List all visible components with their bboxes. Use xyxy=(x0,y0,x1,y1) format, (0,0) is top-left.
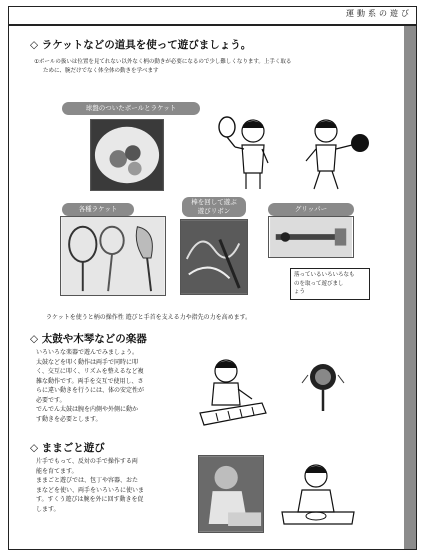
child-xylophone-illustration xyxy=(196,355,268,430)
photo-rackets xyxy=(60,216,166,296)
drawing-child-xylophone xyxy=(196,355,268,430)
house-section-text: 片手でもって、反対の手で操作する両 能を育てます。 ままごと遊びでは、包丁や容器、おた まなどを使い、両手をいろいろに使いま す。すくう遊びは腕を外に回す動きを促 します。 xyxy=(36,458,145,513)
pill-ribbon: 棒を回して遊ぶ 遊びリボン xyxy=(182,197,246,217)
drawing-child-racket-1 xyxy=(213,113,273,193)
photo-gripper-image xyxy=(269,217,353,257)
drum-section-title: ◇ 太鼓や木琴などの楽器 xyxy=(30,333,147,345)
racket-section-title: ◇ ラケットなどの道具を使って遊びましょう。 xyxy=(30,39,252,51)
hands-bowl-illustration xyxy=(278,460,358,530)
photo-den-den-drum xyxy=(300,357,346,413)
drum-section-text: いろいろな楽器で遊んでみましょう。 太鼓などを叩く動作は両手で同時に叩 く、交互に叩く、リズムを整えるなど複 雑な動作です。両手を交互で使用し、さ らに違い動きを行うには、体の安定性が 必要です。 でんでん太鼓は腕を内側や外側に動か す動きを必要とします。 xyxy=(36,349,145,423)
pill-ball-racket: 球盤のついたボールとラケット xyxy=(62,102,200,115)
photo-gripper xyxy=(268,216,354,258)
gripper-callout: 落っているいろいろなも のを取って遊びまし ょう xyxy=(290,268,370,300)
child-cooking-image xyxy=(199,456,263,532)
photo-ball-racket xyxy=(90,119,164,191)
side-tab xyxy=(404,26,416,549)
child-racket-1-illustration xyxy=(213,113,273,193)
photo-rackets-image xyxy=(61,217,165,295)
photo-ribbon xyxy=(180,219,248,295)
child-racket-2-illustration xyxy=(300,113,370,193)
photo-child-cooking xyxy=(198,455,264,533)
photo-ribbon-image xyxy=(181,220,247,294)
racket-intro-line1: ①ボールの扱いは位置を見てれない以外なく柄の動きが必要になるので少し難しくなります。上手く取る xyxy=(34,59,292,65)
pill-gripper: グリッパー xyxy=(268,203,354,216)
racket-summary: ラケットを使うと柄の操作性 遊びと手首を支える力や指先の力を高めます。 xyxy=(46,314,252,321)
pill-rackets: 各種ラケット xyxy=(62,203,134,216)
drawing-hands-bowl xyxy=(278,460,358,530)
drawing-child-racket-2 xyxy=(300,113,370,193)
page-header: 運動系の遊び xyxy=(346,9,412,18)
house-section-title: ◇ ままごと遊び xyxy=(30,442,105,454)
racket-intro-line2: ために、腕だけでなく体全体の動きを学べます xyxy=(43,68,159,74)
photo-ball-racket-image xyxy=(91,120,163,190)
den-den-drum-image xyxy=(300,357,346,413)
header-rule xyxy=(9,24,416,26)
